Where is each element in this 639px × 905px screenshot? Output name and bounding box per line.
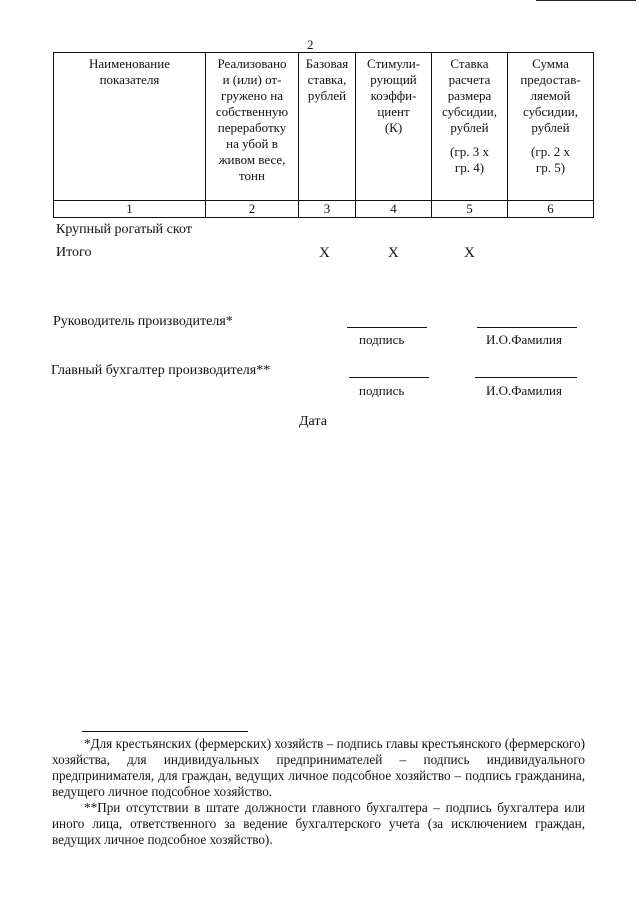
column-number: 3 [299,201,356,218]
header-line: (К) [384,120,403,135]
footnote-2: **При отсутствии в штате должности главного бухгалтера – подпись бухгалтера или иного лица, ответственного за ведение бухгалтерского учета (за исключением граждан, ведущих личное подсобное хозяйство). [52,800,585,847]
x-mark-col4: Х [388,245,399,261]
column-number: 4 [356,201,432,218]
column-number: 6 [508,201,594,218]
column-number-row [54,201,594,218]
x-mark-col5: Х [464,245,475,261]
header-note: (гр. 3 х [450,144,489,159]
date-label: Дата [299,414,327,429]
header-line: Ставка [450,56,489,71]
header-line: Наименование [89,56,170,71]
header-line: циент [377,104,410,119]
subsidy-table [53,52,594,218]
column-number: 1 [54,201,206,218]
header-line: и (или) от- [222,72,282,87]
column-number: 2 [206,201,299,218]
table-header-row [54,53,594,201]
signature-label-head: Руководитель производителя* [53,314,233,329]
header-cell-base-rate [299,53,356,201]
header-line: Сумма [532,56,569,71]
row-label-cattle: Крупный рогатый скот [56,222,192,237]
header-line: на убой в [226,136,278,151]
header-note: гр. 4) [454,160,485,175]
signature-label-accountant: Главный бухгалтер производителя** [51,363,271,378]
name-line [477,327,577,328]
header-line: ставка, [307,72,347,87]
name-line [475,377,577,378]
footnote-separator [82,731,248,732]
header-line: гружено на [220,88,283,103]
header-line: рублей [307,88,347,103]
header-cell-coefficient [356,53,432,201]
header-line: рующий [370,72,417,87]
header-line: рублей [450,120,489,135]
header-line: субсидии, [522,104,579,119]
header-line: субсидии, [441,104,498,119]
top-edge-rule [536,0,636,1]
row-label-total: Итого [56,245,92,260]
header-line: ляемой [530,88,571,103]
header-cell-calc-rate [432,53,508,201]
footnotes [52,736,585,848]
header-line: показателя [99,72,160,87]
signature-line [349,377,429,378]
header-line: Стимули- [366,56,421,71]
header-line: расчета [448,72,491,87]
signature-caption: подпись [359,383,405,398]
header-line: размера [447,88,492,103]
header-line: переработку [217,120,287,135]
header-line: собственную [215,104,289,119]
signature-caption: подпись [359,332,405,347]
header-cell-sold-volume [206,53,299,201]
header-cell-indicator [54,53,206,201]
header-line: Базовая [305,56,349,71]
header-line: Реализовано [217,56,287,71]
signature-line [347,327,427,328]
header-line: предостав- [520,72,581,87]
name-caption: И.О.Фамилия [486,332,562,347]
header-note: (гр. 2 х [531,144,570,159]
column-number: 5 [432,201,508,218]
header-line: живом весе, [218,152,286,167]
header-note: гр. 5) [535,160,566,175]
name-caption: И.О.Фамилия [486,383,562,398]
header-line: коэффи- [370,88,417,103]
x-mark-col3: Х [319,245,330,261]
footnote-1: *Для крестьянских (фермерских) хозяйств – подпись главы крестьянского (фермерского) хозяйства, для индивидуальных предпринимателей – подпись индивидуального предпринимателя, для граждан, ведущих личное подсобное хозяйство – подпись гражданина, ведущего личное подсобное хозяйство. [52,736,585,799]
header-line: тонн [239,168,265,183]
header-line: рублей [531,120,570,135]
header-cell-subsidy-sum [508,53,594,201]
page-number: 2 [307,37,314,52]
